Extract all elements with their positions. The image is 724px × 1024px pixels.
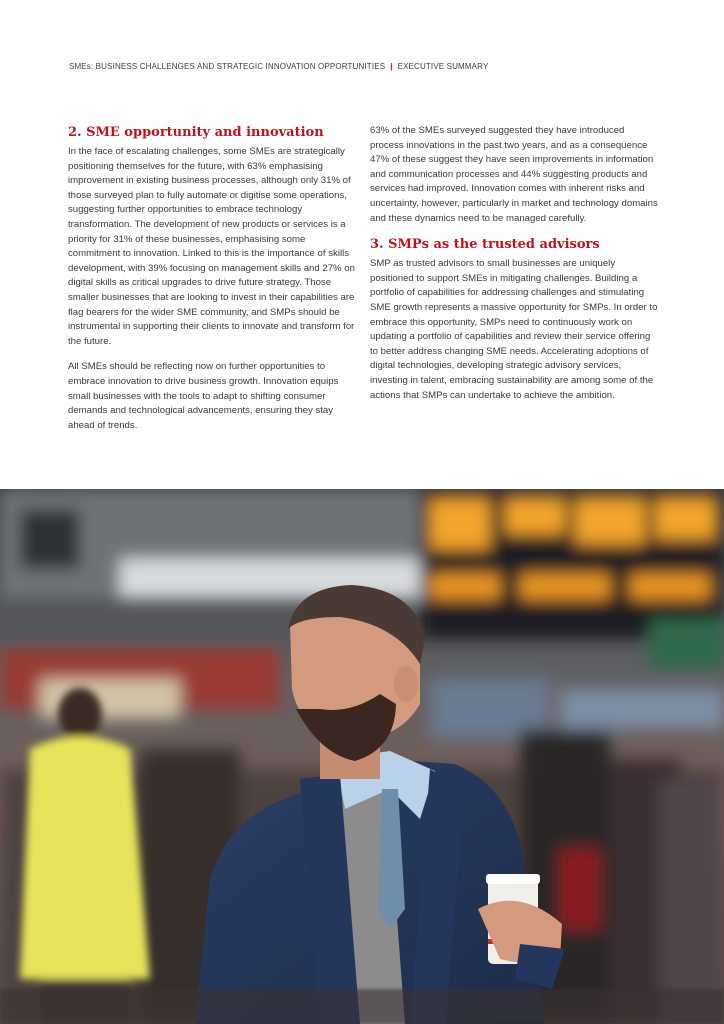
- section-3-heading: 3. SMPs as the trusted advisors: [370, 237, 600, 253]
- section-3-paragraph-1: SMP as trusted advisors to small businesses are uniquely positioned to support SMEs in mitigating challenges. Building a portfolio of capabilities for addressing challenges and stimulating SME growth represents a massive opportunity for SMPs. In order to embrace this opportunity, SMPs need to continuously work on updating a portfolio of capabilities and review their service offering to better address changing SME needs. Accelerating adoptions of digital technologies, developing strategic advisory services, investing in talent, embracing sustainability are among some of the actions that SMPs can undertake to achieve the ambition.: [370, 258, 658, 401]
- header-title: SMEs: BUSINESS CHALLENGES AND STRATEGIC INNOVATION OPPORTUNITIES: [69, 62, 386, 71]
- station-photo-illustration: [0, 489, 724, 1024]
- foreground-blur: [0, 989, 724, 1024]
- section-2-paragraph-3: 63% of the SMEs surveyed suggested they have introduced process innovations in the past two years, and as a consequence 47% of these suggest they have seen improvements in information and communication processes and 44% suggesting products and services had improved. Innovation comes with inherent risks and uncertainty, however, particularly in market and technology domains and these dynamics need to be managed carefully.: [370, 125, 658, 224]
- section-2-paragraph-1: In the face of escalating challenges, some SMEs are strategically positioning themselves for the future, with 63% emphasising improvement in existing business processes, although only 31% of those surveyed plan to fully automate or digitise some operations, suggesting further opportunities to embrace technology transformation. The development of new products or services is a priority for 31% of these businesses, emphasising some commitment to innovation. Linked to this is the importance of skills development, with 39% focusing on management skills and 27% on digital skills as critical upgrades to drive future strategy. Those smaller businesses that are looking to invest in their capabilities are flag bearers for the wider SME community, and SMPs should be instrumental in supporting their clients to innovate and transform for the future.: [68, 146, 355, 347]
- header-separator: |: [390, 62, 393, 71]
- hero-photo: [0, 489, 724, 1024]
- section-2-heading: 2. SME opportunity and innovation: [68, 125, 324, 140]
- section-2-paragraph-2: All SMEs should be reflecting now on further opportunities to embrace innovation to drive business growth. Innovation equips small businesses with the tools to adapt to shifting consumer demands and technological advancements, ensuring they stay ahead of trends.: [68, 361, 339, 431]
- running-header: [69, 62, 684, 71]
- header-section: EXECUTIVE SUMMARY: [397, 62, 489, 71]
- left-column: [68, 124, 356, 433]
- right-column: [370, 124, 660, 403]
